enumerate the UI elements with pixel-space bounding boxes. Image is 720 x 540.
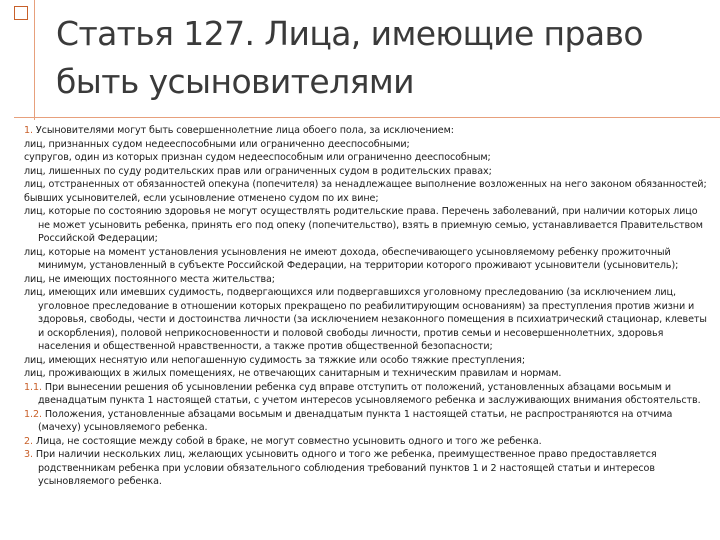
paragraph	[24, 273, 712, 287]
paragraph	[24, 381, 712, 408]
paragraph	[24, 448, 712, 489]
paragraph-text: лиц, имеющих неснятую или непогашенную судимость за тяжкие или особо тяжкие преступления;	[24, 354, 525, 366]
paragraph-text: бывших усыновителей, если усыновление отменено судом по их вине;	[24, 192, 379, 204]
decorative-vertical-line	[34, 0, 35, 120]
paragraph-text: При наличии нескольких лиц, желающих усыновить одного и того же ребенка, преимущественное право предоставляется родственникам ребенка при условии обязательного соблюдения требований пунктов 1 и 2 настоящей статьи и интересов усыновляемого ребенка.	[32, 449, 657, 487]
paragraph-text: лиц, которые на момент установления усыновления не имеют дохода, обеспечивающего усыновляемому ребенку прожиточный минимум, установленный в субъекте Российской Федерации, на территории которого проживают усыновители (усыновитель);	[24, 246, 679, 271]
paragraph-text: лиц, не имеющих постоянного места жительства;	[24, 273, 275, 285]
article-body	[24, 124, 712, 489]
paragraph-text: Усыновителями могут быть совершеннолетние лица обоего пола, за исключением:	[32, 125, 454, 136]
item-number: 2.	[24, 435, 33, 447]
paragraph	[24, 165, 712, 179]
item-number: 1.2.	[24, 408, 42, 420]
paragraph-text: лиц, проживающих в жилых помещениях, не отвечающих санитарным и техническим правилам и нормам.	[24, 368, 562, 379]
paragraph-text: лиц, которые по состоянию здоровья не могут осуществлять родительские права. Перечень заболеваний, при наличии которых лицо не может усыновить ребенка, принять его под опеку (попечительство), взять в приемную семью, устанавливается Правительством Российской Федерации;	[24, 206, 703, 244]
paragraph	[24, 435, 712, 449]
item-number: 3.	[24, 449, 33, 460]
paragraph	[24, 124, 712, 138]
paragraph	[24, 246, 712, 273]
paragraph-text: супругов, один из которых признан судом недееспособным или ограниченно дееспособным;	[24, 152, 491, 163]
paragraph	[24, 178, 712, 192]
paragraph	[24, 367, 712, 381]
slide-title: Статья 127. Лица, имеющие право быть усыновителями	[56, 14, 643, 101]
decorative-square	[14, 6, 28, 20]
paragraph	[24, 205, 712, 246]
paragraph	[24, 192, 712, 206]
paragraph	[24, 286, 712, 354]
item-number: 1.1.	[24, 381, 42, 393]
paragraph-text: лиц, лишенных по суду родительских прав или ограниченных судом в родительских правах;	[24, 165, 492, 177]
paragraph	[24, 408, 712, 435]
paragraph	[24, 138, 712, 152]
decorative-horizontal-line	[14, 117, 720, 118]
paragraph-text: При вынесении решения об усыновлении ребенка суд вправе отступить от положений, установленных абзацами восьмым и двенадцатым пункта 1 настоящей статьи, с учетом интересов усыновляемого ребенка и заслуживающих внимания обстоятельств.	[38, 381, 701, 406]
paragraph-text: Лица, не состоящие между собой в браке, не могут совместно усыновить одного и того же ребенка.	[32, 435, 542, 447]
paragraph	[24, 354, 712, 368]
paragraph-text: лиц, имеющих или имевших судимость, подвергающихся или подвергавшихся уголовному преследованию (за исключением лиц, уголовное преследование в отношении которых прекращено по реабилитирующим основаниям) за преступления против жизни и здоровья, свободы, чести и достоинства личности (за исключением незаконного помещения в психиатрический стационар, клеветы и оскорбления), половой неприкосновенности и половой свободы личности, против семьи и несовершеннолетних, здоровья населения и общественной нравственности, а также против общественной безопасности;	[24, 287, 707, 352]
paragraph	[24, 151, 712, 165]
paragraph-text: лиц, отстраненных от обязанностей опекуна (попечителя) за ненадлежащее выполнение возложенных на него законом обязанностей;	[24, 179, 707, 190]
paragraph-text: лиц, признанных судом недееспособными или ограниченно дееспособными;	[24, 138, 410, 150]
paragraph-text: Положения, установленные абзацами восьмым и двенадцатым пункта 1 настоящей статьи, не распространяются на отчима (мачеху) усыновляемого ребенка.	[38, 408, 673, 433]
item-number: 1.	[24, 125, 33, 136]
